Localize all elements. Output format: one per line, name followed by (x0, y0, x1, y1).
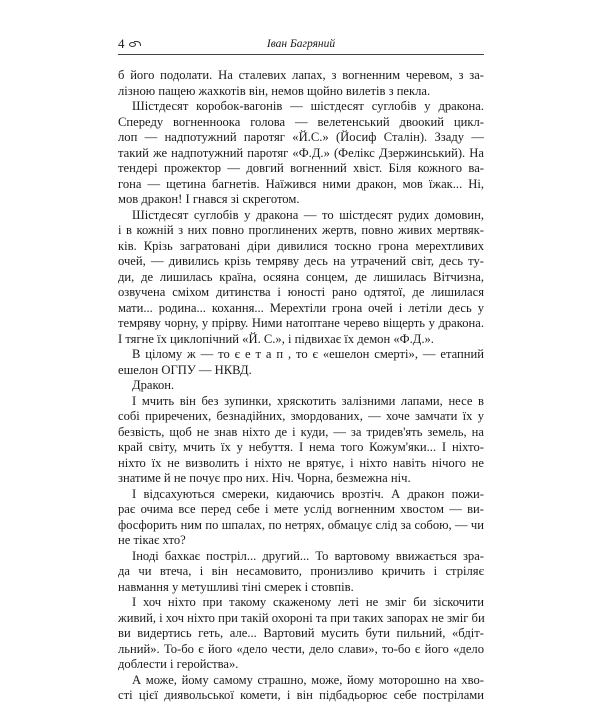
text-line: такий же надпотужний паротяг «Ф.Д.» (Фелікс Дзержинський). На (118, 145, 484, 160)
text-line: і в кожній з них повно проглинених жертв, повно живих мертвяк- (118, 223, 484, 237)
text-line: тендері прожектор — довгий вогненний хвіст. Біля кожного ва- (118, 161, 484, 175)
text-line: темряву чорну, у прірву. Ними натоптане черево віщерть у дракона. (118, 316, 484, 330)
text-line: гона — щетина багнетів. Наїжився ними дракон, мов їжак... Ні, (118, 176, 484, 191)
text-line: не тікає хто? (118, 533, 186, 547)
text-line: В цілому ж — то є е т а п , то є «ешелон смерті», — етапний (132, 347, 484, 361)
text-line: край світу, мчить їх у небуття. І нема того Кожум'яки... І ніхто- (118, 440, 484, 454)
page-number: 4 (118, 36, 125, 51)
text-line: лоп — надпотужний паротяг «Й.С.» (Йосиф Сталін). Ззаду — (118, 130, 484, 144)
text-line: І мчить він без зупинки, хряскотить залізними лапами, несе в (132, 393, 484, 408)
text-line: безвість, щоб не знав ніхто де і куди, — за тридев'ять земель, на (118, 424, 484, 439)
text-line: живий, і хоч ніхто при такій охороні та при таких запорах не зміг би (118, 610, 485, 625)
page-header (118, 36, 484, 52)
text-line: собі приречених, безнадійних, змордованих, — хоче замчати їх у (118, 409, 484, 423)
text-line: А може, йому самому страшно, може, йому моторошно на хво- (132, 672, 484, 687)
text-line: Спереду вогненноока голова — велетенський двоокий цикл- (118, 114, 484, 129)
text-line: озвучена сміхом дитинства і юності рано одтятої, де лишилася (118, 285, 484, 299)
text-line: Шістдесят коробок-вагонів — шістдесят суглобів у дракона. (132, 99, 484, 113)
header-rule (118, 54, 484, 55)
text-line: Іноді бахкає постріл... другий... То вартовому ввижається зра- (132, 548, 484, 563)
text-line: рає очима все перед себе і мете услід вогненним хвостом — ви- (118, 502, 484, 516)
text-line: ди, де лишилась країна, осяяна сонцем, де лишилась Вітчизна, (118, 269, 484, 284)
text-line: І тягне їх циклопічний «Й. С.», і підвихає їх демон «Ф.Д.». (118, 331, 434, 346)
text-line: Дракон. (132, 378, 175, 392)
text-line: ешелон ОГПУ — НКВД. (118, 362, 252, 377)
text-line: ви видертись геть, але... Вартовий мусить бути пильний, «бдіт- (118, 626, 484, 640)
text-line: б його подолати. На сталевих лапах, з вогненним черевом, з за- (118, 68, 484, 82)
text-line: ків. Крізь загратовані діри дивилися тоскно грона мерехтливих (118, 238, 484, 253)
text-line: доблести і геройства». (118, 657, 239, 671)
text-line: лізною пащею жахкотів він, немов щойно вилетів з пекла. (118, 83, 431, 98)
text-line: ніхто їх не визволить і ніхто не врятує, і ніхто навіть нічого не (118, 455, 484, 470)
running-head-author: Іван Багряний (266, 38, 336, 50)
text-line: навмання у метушливі тіні смерек і стовпів. (118, 579, 354, 594)
text-line: І хоч ніхто при такому скаженому леті не зміг би зіскочити (132, 595, 484, 609)
text-line: очей, — дивились крізь темряву десь на утрачений світ, десь ту- (118, 254, 484, 268)
text-line: знатиме й не почує про них. Ніч. Чорна, безмежна ніч. (118, 471, 411, 485)
text-line: І відсахуються смереки, кидаючись врозтіч. А дракон пожи- (132, 486, 484, 501)
text-line: Шістдесят суглобів у дракона — то шістдесят рудих домовин, (132, 207, 484, 222)
text-line: сті цієї диявольської комети, і він підбадьорює себе пострілами (118, 688, 484, 702)
text-line: фосфорить ним по шпалах, по нетрях, обмацує слід за собою, — чи (118, 517, 484, 532)
body-text (118, 68, 484, 704)
text-line: льний». То-бо є його «дело чести, дело слави», то-бо є його «дело (118, 641, 484, 656)
text-line: мати... родина... кохання... Мерехтіли грона очей і летіли десь у (118, 300, 484, 315)
text-line: мов дракон! І гнався зі скреготом. (118, 192, 300, 206)
text-line: да чи втеча, і він несамовито, пронизливо кричить і стріляє (118, 564, 484, 578)
